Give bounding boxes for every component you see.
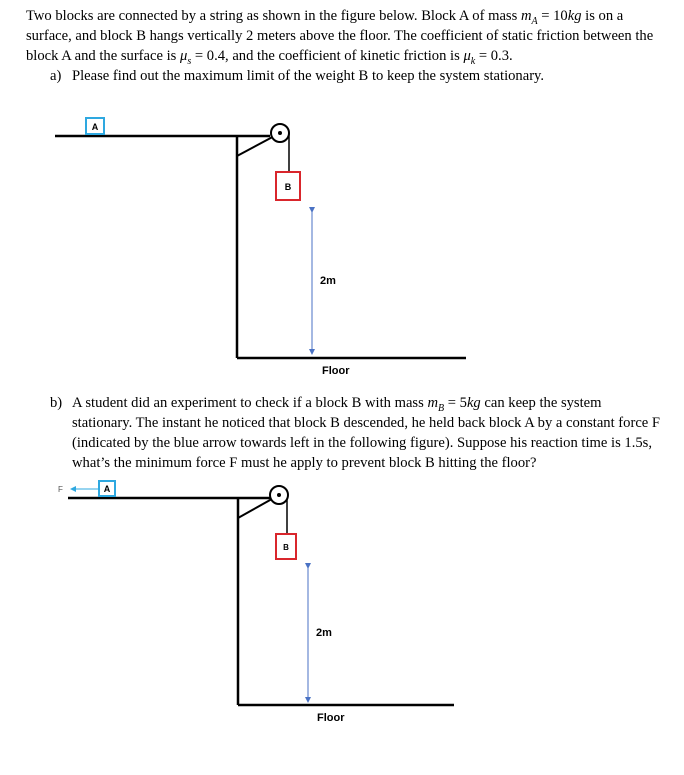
pulley-axle-a — [278, 131, 282, 135]
figure-a — [55, 118, 466, 377]
block-a-label-fig-a: A — [91, 122, 99, 132]
figure-b — [58, 481, 454, 724]
force-label-fig-b: F — [58, 485, 63, 494]
part-b-line-2: stationary. The instant he noticed that block B descended, he held back block A by a constant force F — [72, 415, 661, 431]
floor-label-fig-a: Floor — [322, 365, 350, 377]
block-b-label-fig-a: B — [284, 182, 292, 192]
height-label-fig-b: 2m — [316, 627, 332, 639]
part-a-question: a) Please find out the maximum limit of the weight B to keep the system stationary. — [50, 68, 545, 84]
floor-label-fig-b: Floor — [317, 712, 345, 724]
pulley-axle-b — [277, 493, 281, 497]
intro-line-2: surface, and block B hangs vertically 2 meters above the floor. The coefficient of static friction between the — [26, 28, 654, 44]
intro-line-1: Two blocks are connected by a string as shown in the figure below. Block A of mass $m_A = 10kg$ is on a — [26, 8, 624, 27]
intro-line-3: block A and the surface is $\mu_s = 0.4$, and the coefficient of kinetic friction is $\mu_k = 0.3$. — [26, 48, 513, 67]
part-b-line-4: what’s the minimum force F must he apply to prevent block B hitting the floor? — [72, 455, 537, 471]
part-b-line-3: (indicated by the blue arrow towards left in the following figure). Suppose his reaction time is 1.5s, — [72, 435, 652, 451]
height-label-fig-a: 2m — [320, 275, 336, 287]
part-b-line-1: b) A student did an experiment to check if a block B with mass $m_B = 5kg$ can keep the system — [50, 395, 602, 414]
block-b-label-fig-b: B — [283, 543, 289, 552]
block-a-label-fig-b: A — [103, 484, 111, 494]
